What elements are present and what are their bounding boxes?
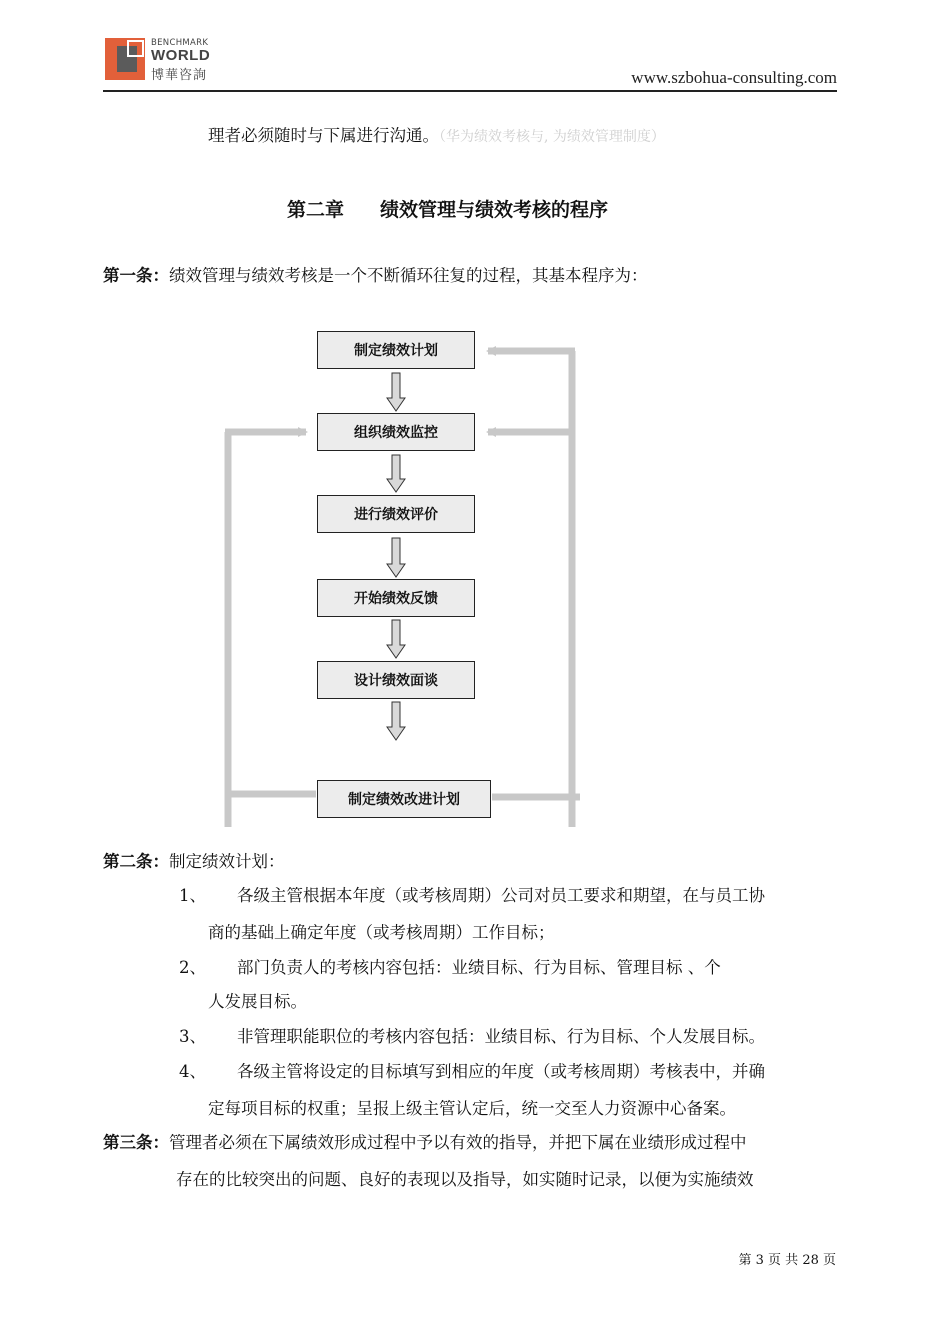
article-3: [103, 1135, 747, 1152]
flow-step-4: 开始绩效反馈: [317, 579, 475, 617]
flow-step-2: 组织绩效监控: [317, 413, 475, 451]
list-item-1-number: 1、: [179, 886, 206, 905]
list-item-4-line-1: 各级主管将设定的目标填写到相应的年度（或考核周期）考核表中，并确: [237, 1062, 765, 1081]
chapter-number: 第二章: [287, 199, 345, 221]
list-item-2-line-1: 部门负责人的考核内容包括：业绩目标、行为目标、管理目标 、个: [237, 958, 721, 977]
list-item-3-number: 3、: [179, 1027, 206, 1046]
feedback-loop-right: [488, 351, 580, 827]
down-arrow: [387, 373, 405, 411]
list-item-4-line-2: 定每项目标的权重；呈报上级主管认定后，统一交至人力资源中心备案。: [208, 1099, 736, 1118]
website-link[interactable]: www.szbohua-consulting.com: [631, 68, 837, 87]
list-item-4-number: 4、: [179, 1062, 206, 1081]
article-2: [103, 854, 285, 871]
article-2-text: 制定绩效计划：: [169, 852, 285, 871]
down-arrow: [387, 702, 405, 740]
article-1-label: 第一条：: [103, 266, 169, 285]
article-3-line-2: 存在的比较突出的问题、良好的表现以及指导，如实随时记录，以便为实施绩效: [176, 1170, 754, 1189]
logo-text-benchmark: BENCHMARK: [151, 38, 209, 48]
article-1-text: 绩效管理与绩效考核是一个不断循环往复的过程，其基本程序为：: [169, 266, 648, 285]
flow-step-3: 进行绩效评价: [317, 495, 475, 533]
list-item-1-line-1: 各级主管根据本年度（或考核周期）公司对员工要求和期望，在与员工协: [237, 886, 765, 905]
down-arrow: [387, 620, 405, 658]
continuation-text: 理者必须随时与下属进行沟通。: [208, 126, 439, 145]
article-3-label: 第三条：: [103, 1133, 169, 1152]
faded-note: （华为绩效考核与, 为绩效管理制度）: [439, 129, 665, 145]
feedback-loop-left: [225, 432, 316, 827]
flow-step-1: 制定绩效计划: [317, 331, 475, 369]
flow-step-6: 制定绩效改进计划: [317, 780, 491, 818]
article-3-line-1: 管理者必须在下属绩效形成过程中予以有效的指导，并把下属在业绩形成过程中: [169, 1133, 747, 1152]
list-item-2-number: 2、: [179, 958, 206, 977]
logo-text-chinese: 博華咨詢: [151, 68, 208, 83]
down-arrow: [387, 538, 405, 577]
chapter-title: 绩效管理与绩效考核的程序: [380, 199, 609, 221]
list-item-2-line-2: 人发展目标。: [208, 992, 307, 1011]
logo-text-world: WORLD: [151, 47, 211, 64]
page-number: 第 3 页 共 28 页: [738, 1253, 836, 1268]
article-2-label: 第二条：: [103, 852, 169, 871]
list-item-1-line-2: 商的基础上确定年度（或考核周期）工作目标；: [208, 923, 555, 942]
list-item-3-line-1: 非管理职能职位的考核内容包括：业绩目标、行为目标、个人发展目标。: [237, 1027, 765, 1046]
down-arrow: [387, 455, 405, 492]
flow-step-5: 设计绩效面谈: [317, 661, 475, 699]
